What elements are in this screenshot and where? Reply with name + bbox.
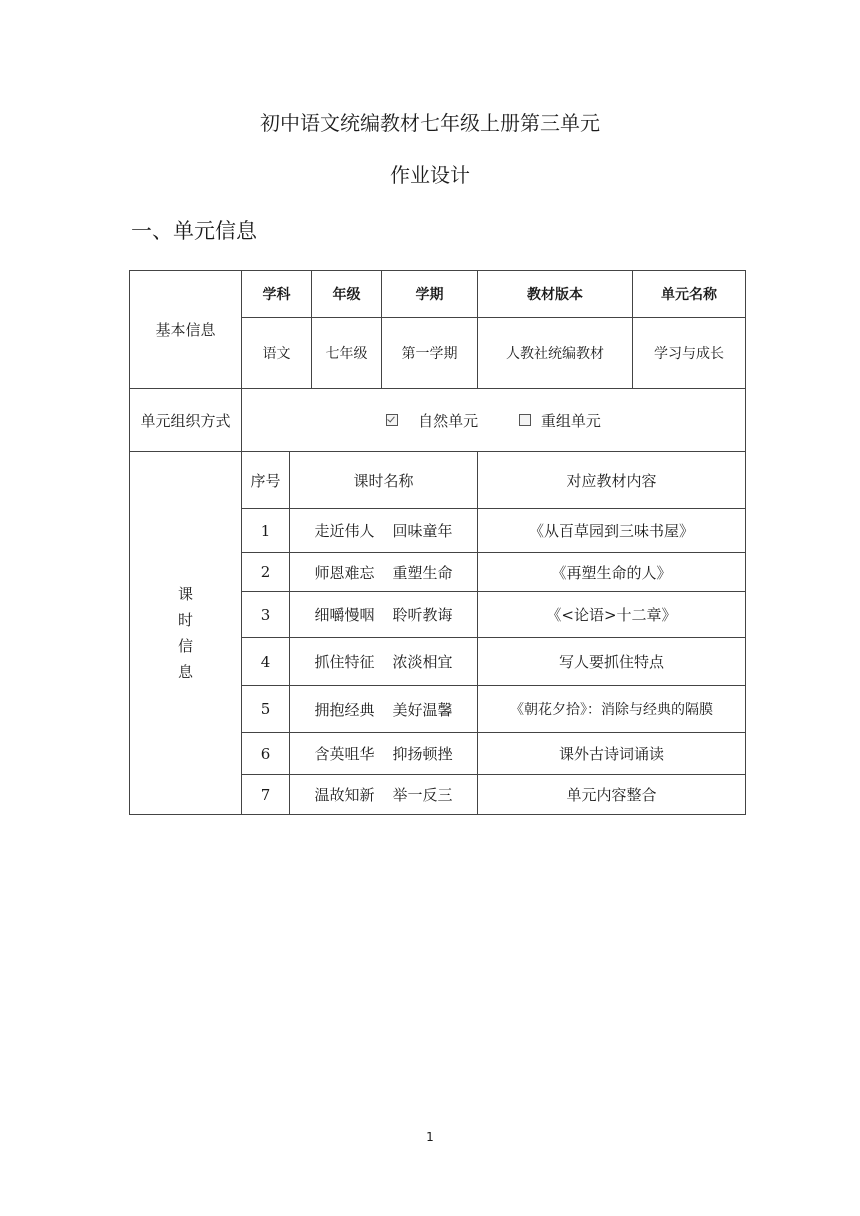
checkbox-unchecked-icon[interactable]: [519, 414, 531, 426]
section-heading: 一、单元信息: [131, 219, 257, 243]
lesson-number: 2: [242, 553, 290, 592]
lesson-info-label-char: 课: [177, 585, 193, 603]
lesson-name: 含英咀华 抑扬顿挫: [290, 733, 478, 775]
lesson-name: 细嚼慢咽 聆听教诲: [290, 592, 478, 638]
header-semester: 学期: [382, 271, 478, 318]
lesson-name: 走近伟人 回味童年: [290, 509, 478, 553]
lesson-content: 写人要抓住特点: [478, 638, 746, 686]
header-lesson-name: 课时名称: [290, 452, 478, 509]
lesson-info-label-char: 信: [177, 637, 193, 655]
organization-label: 单元组织方式: [130, 389, 242, 452]
header-textbook-content: 对应教材内容: [478, 452, 746, 509]
lesson-info-label-char: 时: [177, 611, 193, 629]
header-unit-name: 单元名称: [633, 271, 746, 318]
unit-info-table: [129, 270, 746, 815]
value-grade: 七年级: [312, 318, 382, 389]
header-grade: 年级: [312, 271, 382, 318]
lesson-number: 7: [242, 775, 290, 815]
header-subject: 学科: [242, 271, 312, 318]
header-sequence: 序号: [242, 452, 290, 509]
lesson-number: 6: [242, 733, 290, 775]
value-textbook-edition: 人教社统编教材: [478, 318, 633, 389]
lesson-number: 5: [242, 686, 290, 733]
lesson-info-label-char: 息: [177, 663, 193, 681]
option-natural-unit-label: 自然单元: [418, 411, 479, 430]
value-unit-name: 学习与成长: [633, 318, 746, 389]
lesson-content: 《再塑生命的人》: [478, 553, 746, 592]
document-title: 初中语文统编教材七年级上册第三单元: [260, 111, 600, 135]
value-subject: 语文: [242, 318, 312, 389]
value-semester: 第一学期: [382, 318, 478, 389]
lesson-number: 3: [242, 592, 290, 638]
organization-options: [242, 389, 746, 452]
lesson-name: 拥抱经典 美好温馨: [290, 686, 478, 733]
lesson-content: 课外古诗词诵读: [478, 733, 746, 775]
basic-info-header-row: [130, 271, 746, 318]
option-regrouped-unit[interactable]: [519, 410, 601, 431]
lesson-info-label: [130, 452, 242, 815]
lesson-content: 《<论语>十二章》: [478, 592, 746, 638]
lesson-number: 1: [242, 509, 290, 553]
header-textbook-edition: 教材版本: [478, 271, 633, 318]
lessons-header-row: [130, 452, 746, 509]
lesson-content: 《朝花夕拾》：消除与经典的隔膜: [478, 686, 746, 733]
lesson-name: 师恩难忘 重塑生命: [290, 553, 478, 592]
organization-row: [130, 389, 746, 452]
document-subtitle: 作业设计: [390, 163, 470, 187]
page-number: 1: [426, 1130, 434, 1144]
lesson-name: 温故知新 举一反三: [290, 775, 478, 815]
lesson-content: 单元内容整合: [478, 775, 746, 815]
option-regrouped-unit-label: 重组单元: [540, 411, 601, 430]
lesson-content: 《从百草园到三味书屋》: [478, 509, 746, 553]
checkbox-checked-icon[interactable]: [386, 414, 398, 426]
option-natural-unit[interactable]: [386, 410, 478, 431]
basic-info-label: 基本信息: [130, 271, 242, 389]
lesson-number: 4: [242, 638, 290, 686]
lesson-name: 抓住特征 浓淡相宜: [290, 638, 478, 686]
